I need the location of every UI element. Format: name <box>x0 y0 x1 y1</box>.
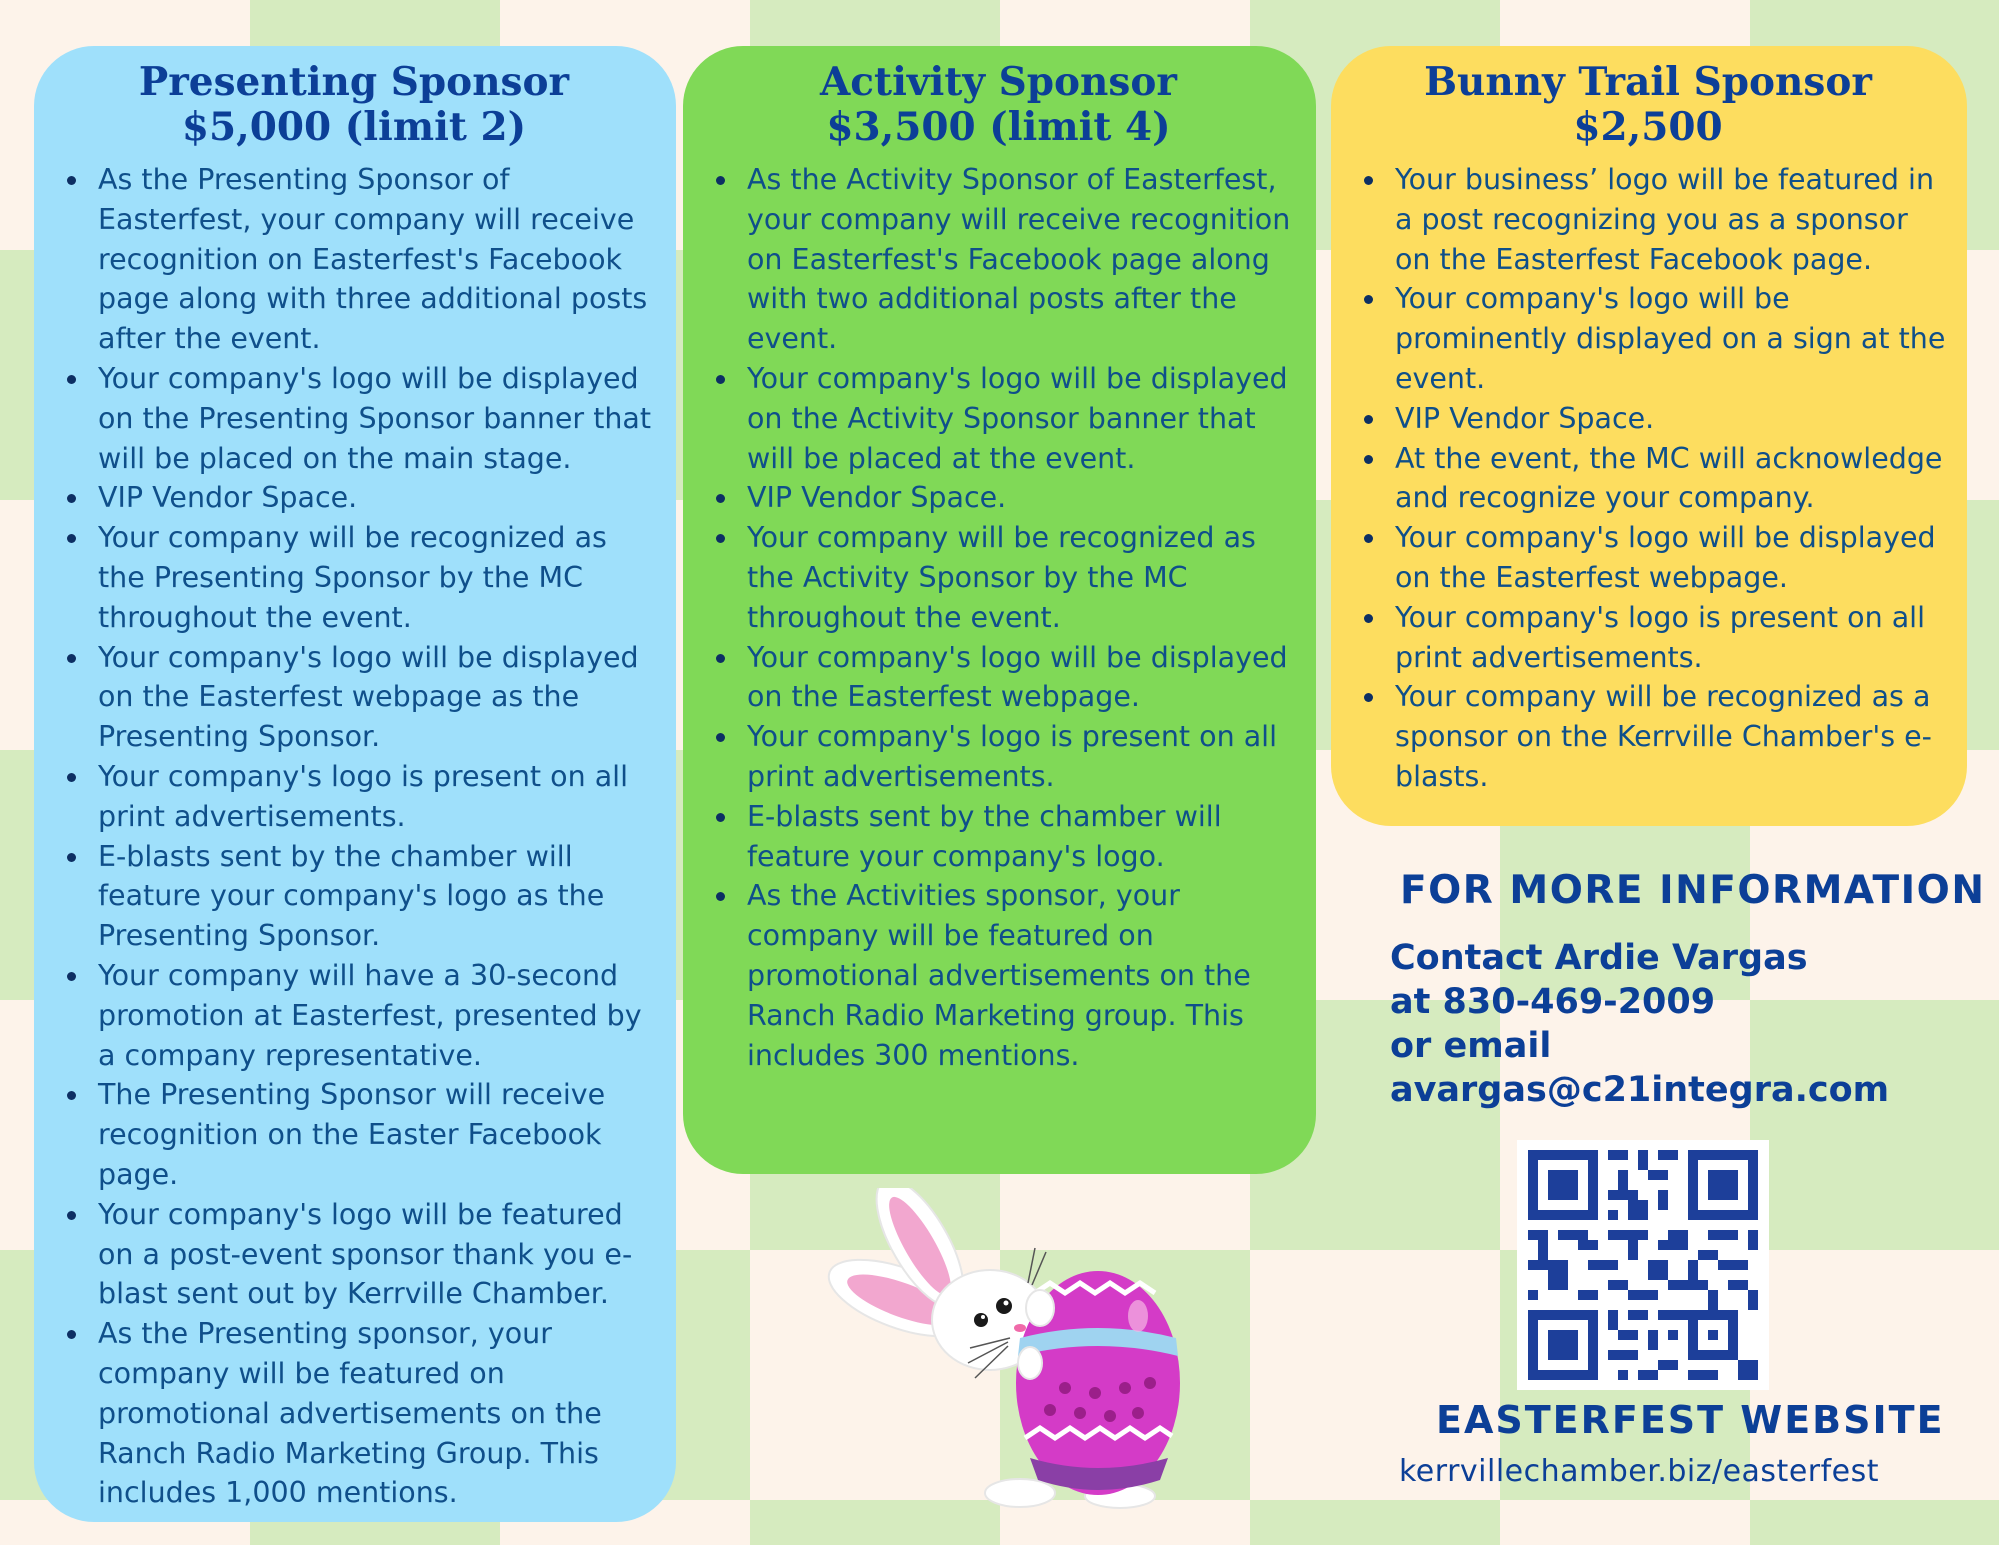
list-item: At the event, the MC will acknowledge and recognize your company. <box>1395 439 1951 519</box>
list-item: Your company will be recognized as the Presenting Sponsor by the MC throughout the event. <box>98 518 660 637</box>
activity-sponsor-panel <box>683 46 1316 1174</box>
list-item: Your company's logo will be displayed on the Activity Sponsor banner that will be placed at the event. <box>747 359 1300 478</box>
list-item: Your company will be recognized as a sponsor on the Kerrville Chamber's e-blasts. <box>1395 677 1951 796</box>
bunny-trail-sponsor-heading <box>1345 60 1951 150</box>
presenting-sponsor-heading <box>48 60 660 150</box>
list-item: Your company's logo will be featured on a post-event sponsor thank you e-blast sent out by Kerrville Chamber. <box>98 1195 660 1314</box>
list-item: VIP Vendor Space. <box>1395 399 1951 439</box>
presenting-sponsor-title: Presenting Sponsor <box>138 59 570 105</box>
list-item: Your company's logo will be displayed on the Presenting Sponsor banner that will be placed on the main stage. <box>98 359 660 478</box>
presenting-sponsor-panel <box>34 46 676 1522</box>
presenting-benefits-list <box>48 160 660 1513</box>
qr-code-icon[interactable] <box>1517 1140 1769 1390</box>
list-item: Your company's logo will be prominently displayed on a sign at the event. <box>1395 279 1951 398</box>
list-item: Your company's logo is present on all print advertisements. <box>1395 598 1951 678</box>
list-item: Your business’ logo will be featured in a post recognizing you as a sponsor on the Easterfest Facebook page. <box>1395 160 1951 279</box>
list-item: VIP Vendor Space. <box>747 478 1300 518</box>
contact-or-email: or email <box>1390 1026 1552 1066</box>
list-item: Your company's logo is present on all print advertisements. <box>747 717 1300 797</box>
contact-phone: at 830-469-2009 <box>1390 982 1716 1022</box>
list-item: As the Activities sponsor, your company will be featured on promotional advertisements on the Ranch Radio Marketing group. This includes 300 mentions. <box>747 876 1300 1075</box>
contact-info <box>1390 936 1889 1112</box>
activity-sponsor-heading <box>697 60 1300 150</box>
list-item: The Presenting Sponsor will receive recognition on the Easter Facebook page. <box>98 1075 660 1194</box>
list-item: E-blasts sent by the chamber will feature your company's logo as the Presenting Sponsor. <box>98 837 660 956</box>
list-item: As the Presenting sponsor, your company will be featured on promotional advertisements on the Ranch Radio Marketing Group. This includes 1,000 mentions. <box>98 1314 660 1513</box>
list-item: Your company's logo will be displayed on the Easterfest webpage as the Presenting Sponsor. <box>98 638 660 757</box>
website-heading: EASTERFEST WEBSITE <box>1436 1398 1945 1442</box>
list-item: As the Activity Sponsor of Easterfest, your company will receive recognition on Easterfest's Facebook page along with two additional posts after the event. <box>747 160 1300 359</box>
website-url-link[interactable]: kerrvillechamber.biz/easterfest <box>1399 1454 1880 1489</box>
activity-sponsor-price: $3,500 (limit 4) <box>826 104 1171 150</box>
bunny-trail-sponsor-price: $2,500 <box>1573 104 1723 150</box>
list-item: E-blasts sent by the chamber will feature your company's logo. <box>747 797 1300 877</box>
easter-bunny-egg-illustration <box>820 1188 1220 1518</box>
bunny-trail-sponsor-panel <box>1331 46 1967 826</box>
bunny-trail-sponsor-title: Bunny Trail Sponsor <box>1424 59 1872 105</box>
list-item: As the Presenting Sponsor of Easterfest, your company will receive recognition on Easterfest's Facebook page along with three additional posts after the event. <box>98 160 660 359</box>
list-item: Your company's logo will be displayed on the Easterfest webpage. <box>747 638 1300 718</box>
more-information-heading: FOR MORE INFORMATION <box>1400 868 1986 913</box>
list-item: Your company's logo will be displayed on the Easterfest webpage. <box>1395 518 1951 598</box>
activity-sponsor-title: Activity Sponsor <box>820 59 1177 105</box>
bunny-trail-benefits-list <box>1345 160 1951 797</box>
list-item: Your company will be recognized as the Activity Sponsor by the MC throughout the event. <box>747 518 1300 637</box>
contact-name: Contact Ardie Vargas <box>1390 938 1808 978</box>
contact-email-link[interactable]: avargas@c21integra.com <box>1390 1070 1890 1110</box>
list-item: Your company will have a 30-second promotion at Easterfest, presented by a company representative. <box>98 956 660 1075</box>
list-item: VIP Vendor Space. <box>98 478 660 518</box>
list-item: Your company's logo is present on all print advertisements. <box>98 757 660 837</box>
presenting-sponsor-price: $5,000 (limit 2) <box>181 104 527 150</box>
activity-benefits-list <box>697 160 1300 1075</box>
